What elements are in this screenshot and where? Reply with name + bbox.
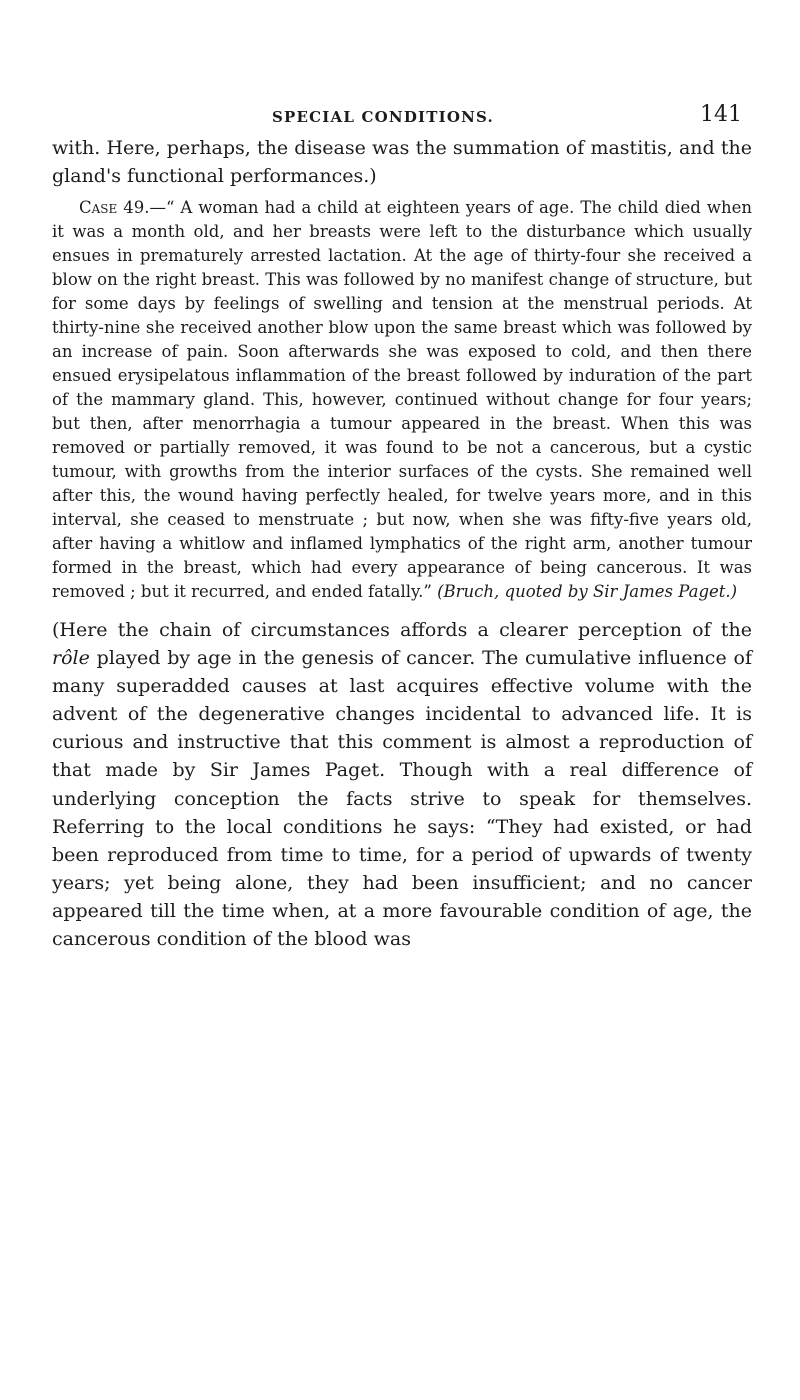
case-49-paragraph [52, 196, 752, 604]
paragraph-continuation: with. Here, perhaps, the disease was the summation of mastitis, and the gland's functional performances.) [52, 137, 752, 187]
commentary-start: (Here the chain of circumstances affords a clearer perception of the [52, 619, 752, 641]
running-head [52, 100, 752, 134]
commentary-end: played by age in the genesis of cancer. The cumulative influence of many superadded causes at last acquires effective volume with the advent of the degenerative changes incidental to advanced life. It is curious and instructive that this comment is almost a reproduction of that made by Sir James Paget. Though with a real difference of underlying conception the facts strive to speak for themselves. Referring to the local conditions he says: “They had existed, or had been reproduced from time to time, for a period of upwards of twenty years; yet being alone, they had been insufficient; and no cancer appeared till the time when, at a more favourable condition of age, the cancerous condition of the blood was [52, 647, 752, 951]
running-title: SPECIAL CONDITIONS. [272, 108, 494, 126]
case-label: Case 49. [79, 198, 150, 217]
page-number: 141 [700, 102, 742, 127]
commentary-paragraph [52, 616, 752, 953]
book-page [52, 100, 752, 953]
case-citation: (Bruch, quoted by Sir James Paget.) [437, 582, 738, 601]
role-word: rôle [52, 647, 90, 670]
case-text: —“ A woman had a child at eighteen years of age. The child died when it was a month old, and her breasts were left to the disturbance which usually ensues in prematurely arrested lactation. At the age of thirty-four she received a blow on the right breast. This was followed by no manifest change of structure, but for some days by feelings of swelling and tension at the menstrual periods. At thirty-nine she received another blow upon the same breast which was followed by an increase of pain. Soon afterwards she was exposed to cold, and then there ensued erysipelatous inflammation of the breast followed by induration of the part of the mammary gland. This, however, continued without change for four years; but then, after menorrhagia a tumour appeared in the breast. When this was removed or partially removed, it was found to be not a cancerous, but a cystic tumour, with growths from the interior surfaces of the cysts. She remained well after this, the wound having perfectly healed, for twelve years more, and in this interval, she ceased to menstruate ; but now, when she was fifty-five years old, after having a whitlow and inflamed lymphatics of the right arm, another tumour formed in the breast, which had every appearance of being cancerous. It was removed ; but it recurred, and ended fatally.” [52, 198, 752, 601]
